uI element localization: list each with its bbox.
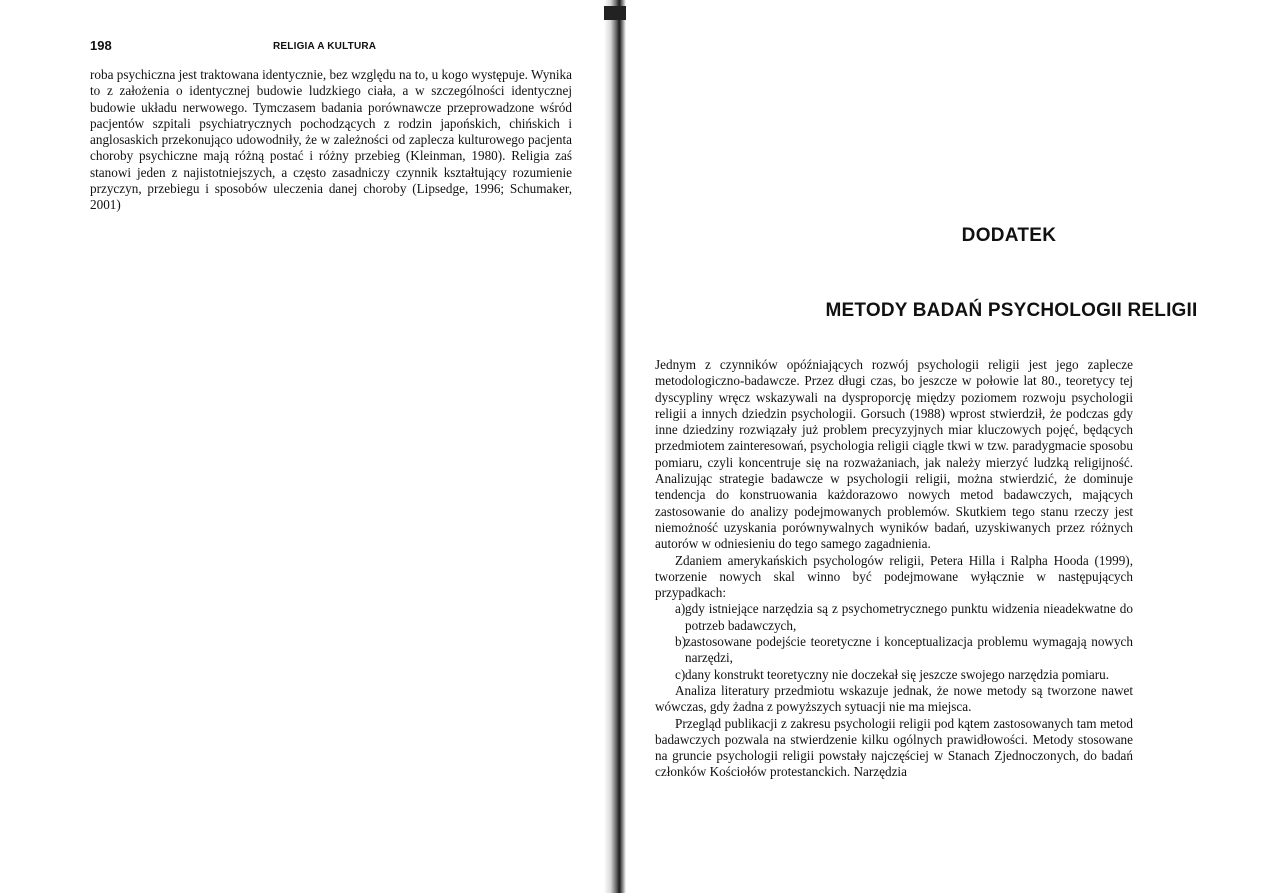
criteria-list (655, 601, 1133, 682)
right-page-body (655, 357, 1133, 781)
list-item-text: gdy istniejące narzędzia są z psychometrycznego punktu widzenia nieadekwatne do potrzeb badawczych, (685, 601, 1133, 633)
paragraph-2: Zdaniem amerykańskich psychologów religii, Petera Hilla i Ralpha Hooda (1999), tworzenie nowych skal winno być podejmowane wyłącznie w następujących przypadkach: (655, 552, 1133, 601)
chapter-title: METODY BADAŃ PSYCHOLOGII RELIGII (825, 300, 1198, 321)
list-marker: a) (675, 601, 686, 617)
page-number: 198 (90, 38, 112, 53)
gutter-shadow (604, 6, 626, 20)
list-marker: c) (675, 666, 686, 682)
paragraph-1: Jednym z czynników opóźniających rozwój psychologii religii jest jego zaplecze metodologiczno-badawcze. Przez długi czas, bo jeszcze w połowie lat 80., teoretycy tej dyscypliny wręcz wskazywali na dysproporcję między poziomem rozwoju psychologii religii a innych dziedzin psychologii. Gorsuch (1988) wprost stwierdził, że podczas gdy inne dziedziny rozwiązały już problem precyzyjnych miar kluczowych pojęć, będących przedmiotem zainteresowań, psychologia religii ciągle tkwi w tzw. paradygmacie sposobu pomiaru, czyli koncentruje się na rozważaniach, jak należy mierzyć ludzką religijność. Analizując strategie badawcze w psychologii religii, można stwierdzić, że dominuje tendencja do konstruowania każdorazowo nowych metod badawczych, mających zastosowanie do analizy podejmowanych problemów. Skutkiem tego stanu rzeczy jest niemożność uzyskania porównywalnych wyników badań, uzyskiwanych przez różnych autorów w odniesieniu do tego samego zagadnienia. (655, 357, 1133, 552)
left-page-body-text: roba psychiczna jest traktowana identycznie, bez względu na to, u kogo występuje. Wynika to z założenia o identycznej budowie ludzkiego ciała, a w szczególności identycznej budowie układu nerwowego. Tymczasem badania porównawcze przeprowadzone wśród pacjentów szpitali psychiatrycznych pochodzących z rodzin japońskich, chińskich i anglosaskich przekonująco udowodniły, że w zależności od zaplecza kulturowego pacjenta choroby psychiczne mają różną postać i różny przebieg (Kleinman, 1980). Religia zaś stanowi jeden z najistotniejszych, a często zasadniczy czynnik kształtujący rozumienie przyczyn, przebiegu i sposobów uleczenia danej choroby (Lipsedge, 1996; Schumaker, 2001) (90, 67, 572, 213)
book-gutter (604, 0, 626, 893)
running-head: RELIGIA A KULTURA (273, 41, 377, 52)
list-item (655, 634, 1133, 667)
paragraph-4: Przegląd publikacji z zakresu psychologii religii pod kątem zastosowanych tam metod badawczych pozwala na stwierdzenie kilku ogólnych prawidłowości. Metody stosowane na gruncie psychologii religii powstały najczęściej w Stanach Zjednoczonych, do badań członków Kościołów protestanckich. Narzędzia (655, 715, 1133, 780)
list-item (655, 601, 1133, 634)
left-page (0, 0, 605, 893)
appendix-label: DODATEK (961, 225, 1057, 246)
list-item-text: dany konstrukt teoretyczny nie doczekał się jeszcze swojego narzędzia pomiaru. (685, 666, 1110, 682)
paragraph-3: Analiza literatury przedmiotu wskazuje jednak, że nowe metody są tworzone nawet wówczas, gdy żadna z powyższych sytuacji nie ma miejsca. (655, 682, 1133, 715)
list-item (655, 667, 1133, 683)
list-item-text: zastosowane podejście teoretyczne i konceptualizacja problemu wymagają nowych narzędzi, (685, 634, 1133, 666)
right-page (625, 0, 1263, 893)
list-marker: b) (675, 634, 686, 650)
